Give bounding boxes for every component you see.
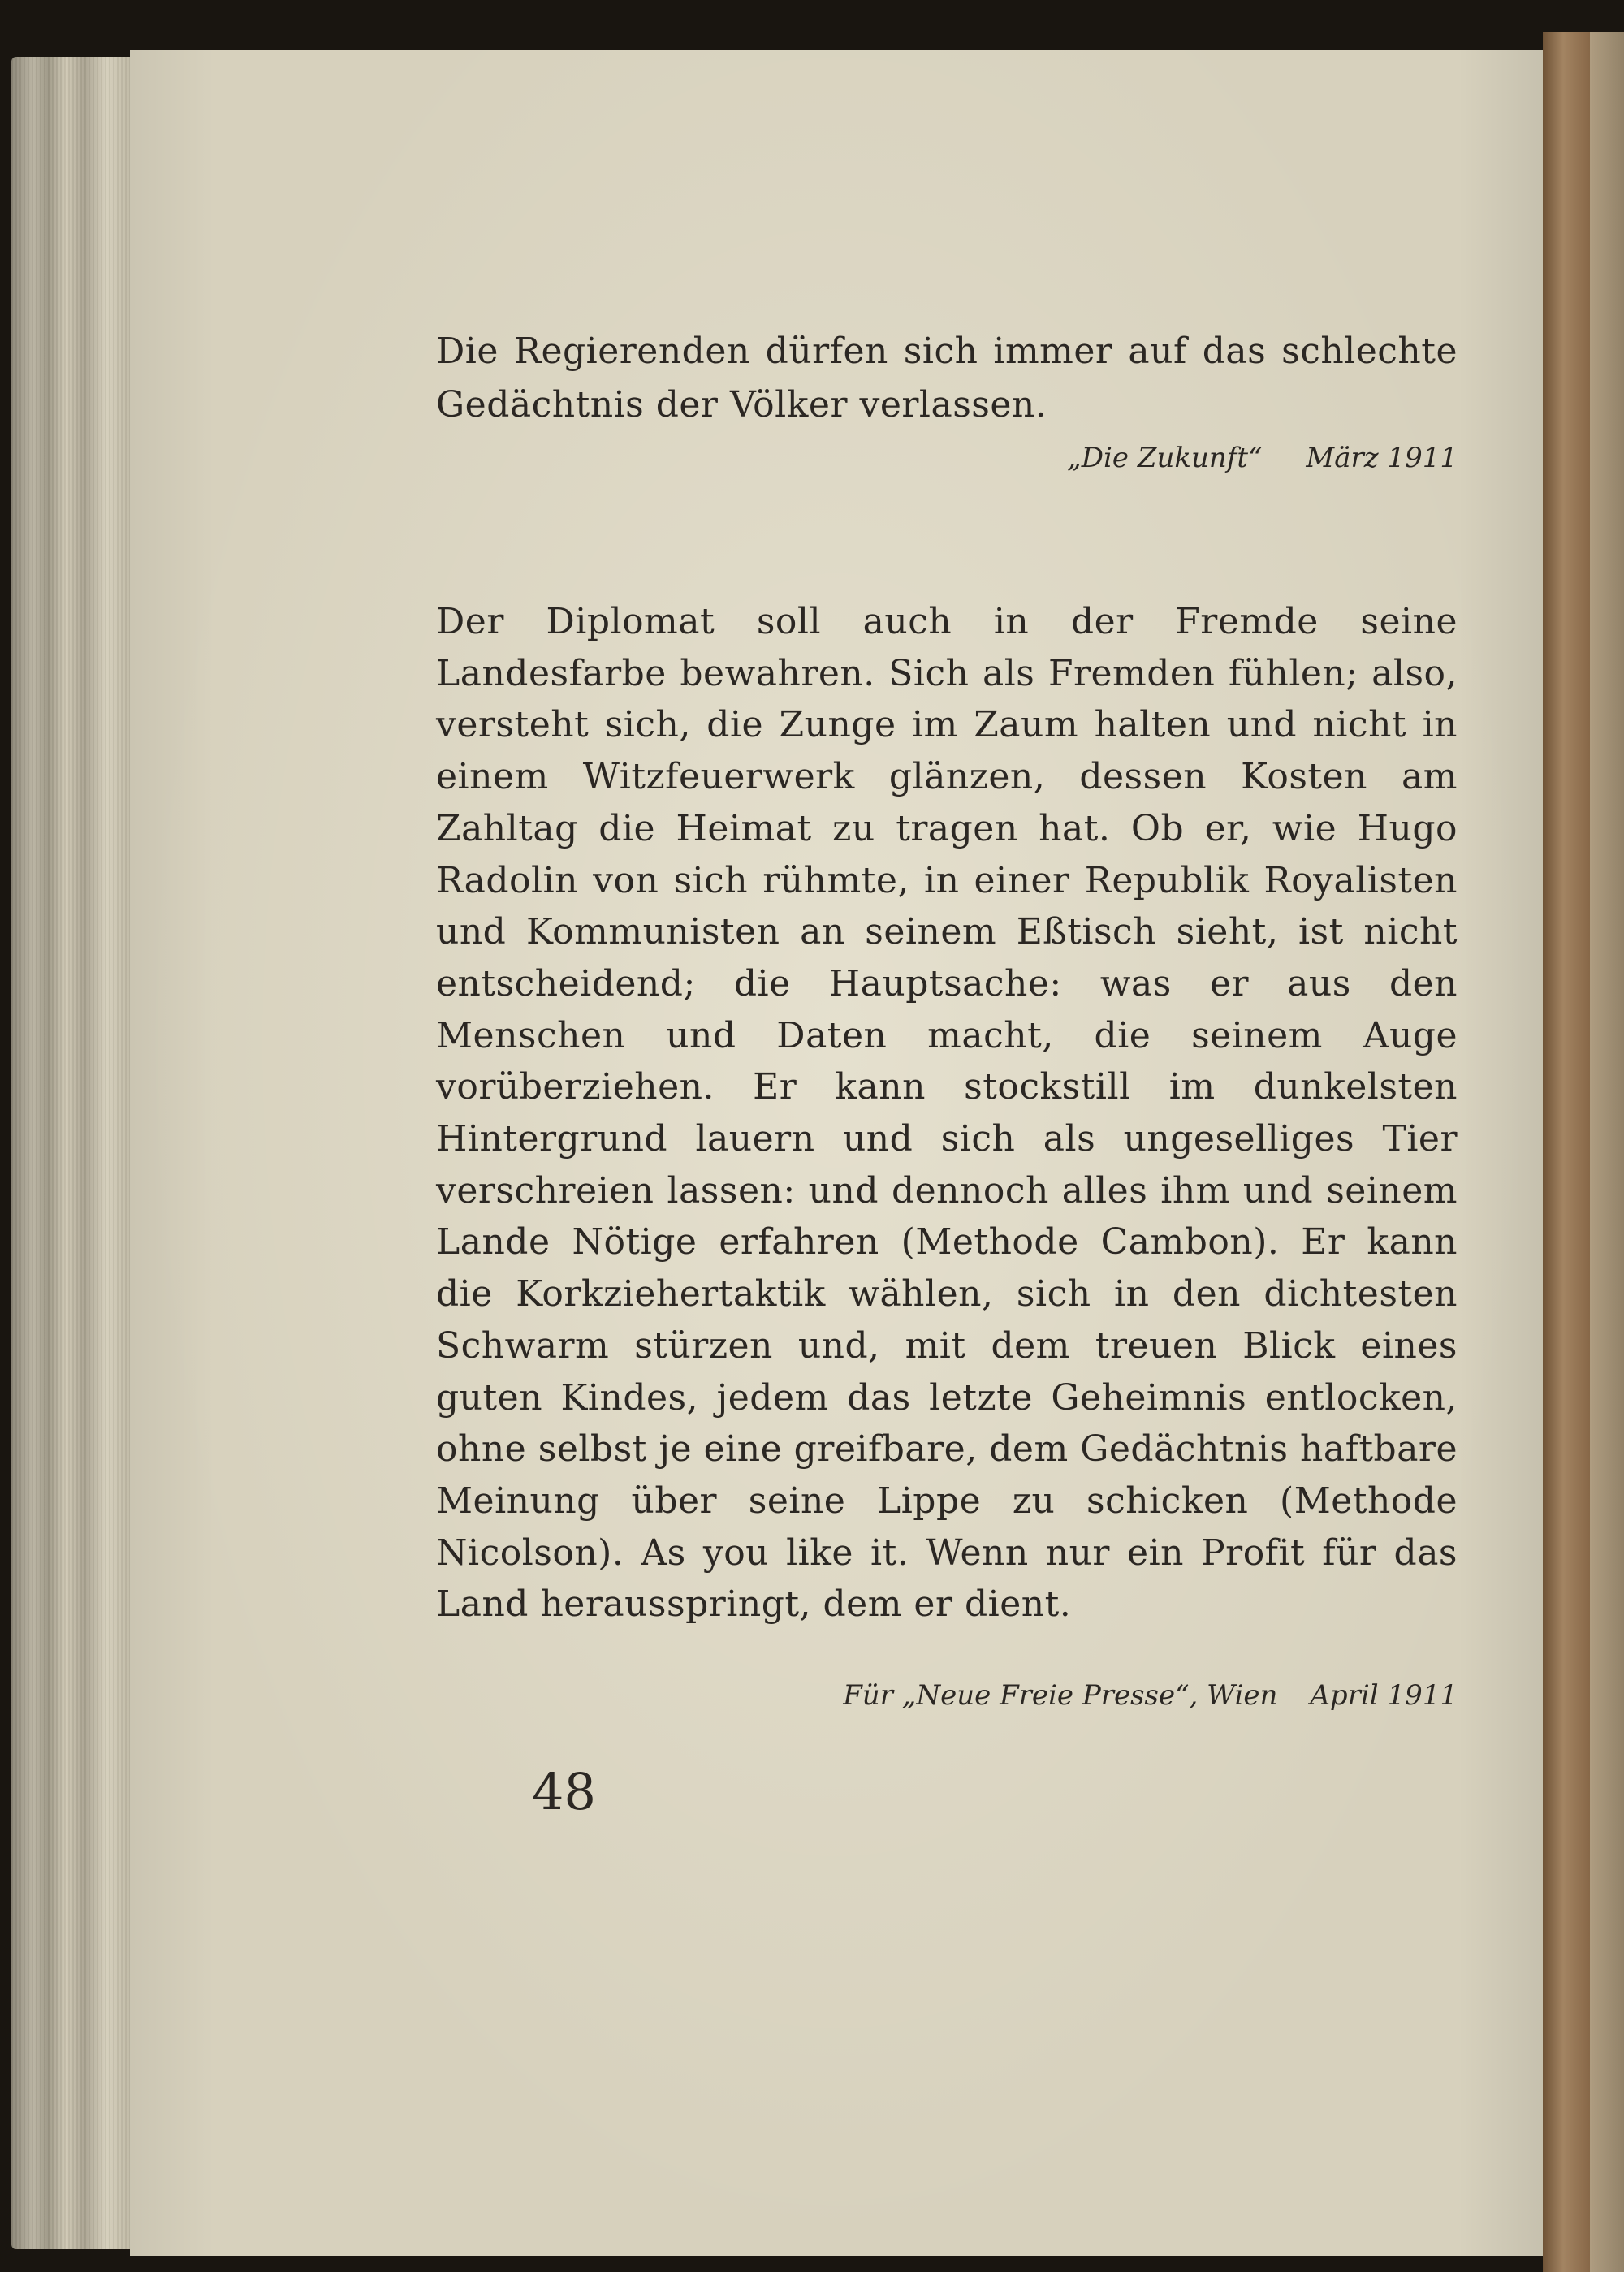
aphorism-1-source: „Die Zukunft“	[1067, 442, 1263, 474]
aphorism-2-text: Der Diplomat soll auch in der Fremde seine Landesfarbe bewahren. Sich als Fremden fühlen; also, versteht sich, die Zunge im Zaum halten und nicht in einem Witzfeuerwerk glänzen, dessen Kosten am Zahltag die Heimat zu tragen hat. Ob er, wie Hugo Radolin von sich rühmte, in einer Republik Royalisten und Kommunisten an seinem Eßtisch sieht, ist nicht entscheidend; die Hauptsache: was er aus den Menschen und Daten macht, die seinem Auge vorüberziehen. Er kann stockstill im dunkelsten Hintergrund lauern und sich als ungeselliges Tier verschreien lassen: und dennoch alles ihm und seinem Lande Nötige erfahren (Methode Cambon). Er kann die Korkziehertaktik wählen, sich in den dichtesten Schwarm stürzen und, mit dem treuen Blick eines guten Kindes, jedem das letzte Geheimnis entlocken, ohne selbst je eine greifbare, dem Gedächtnis haftbare Meinung über seine Lippe zu schicken (Methode Nicolson). As you like it. Wenn nur ein Profit für das Land herausspringt, dem er dient.	[436, 601, 1458, 1626]
aphorism-1-date: März 1911	[1306, 442, 1458, 474]
right-page-edges	[1590, 32, 1624, 2272]
aphorism-2-source: Für „Neue Freie Presse“, Wien	[843, 1679, 1278, 1712]
aphorism-2-attribution	[843, 1679, 1458, 1712]
aphorism-1-attribution	[1067, 442, 1458, 474]
left-page-edges	[11, 57, 133, 2249]
aphorism-2-date: April 1911	[1310, 1679, 1458, 1712]
aphorism-1-text: Die Regierenden dürfen sich immer auf das schlechte Gedächtnis der Völker verlassen.	[436, 330, 1458, 425]
page-number: 48	[532, 1762, 596, 1821]
